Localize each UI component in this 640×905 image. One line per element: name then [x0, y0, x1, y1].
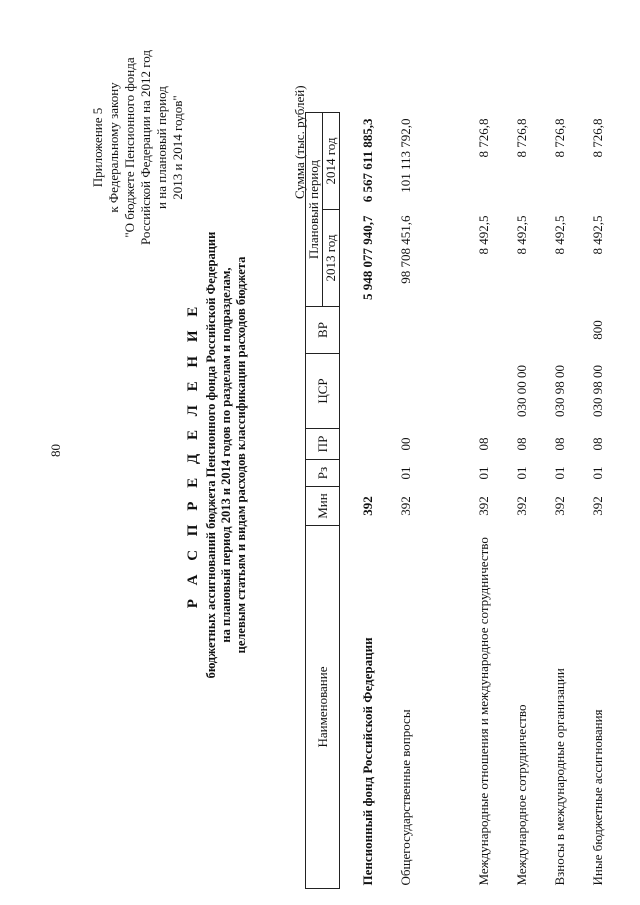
header-vr: ВР — [306, 307, 340, 354]
appendix-line: к Федеральному закону — [106, 82, 121, 213]
header-name: Наименование — [306, 526, 340, 889]
budget-table — [305, 112, 606, 889]
row-2014: 8 726,8 — [514, 118, 529, 158]
table-row — [376, 113, 414, 889]
row-2013: 8 492,5 — [514, 215, 529, 255]
row-2013: 8 492,5 — [552, 215, 567, 255]
table-row — [414, 113, 492, 889]
row-min: 392 — [514, 496, 529, 516]
appendix-note — [90, 30, 186, 265]
row-2014: 8 726,8 — [590, 118, 605, 158]
header-2014: 2014 год — [323, 113, 340, 210]
row-name: Международные отношения и международное сотрудничество — [476, 537, 491, 886]
header-rz: Рз — [306, 460, 340, 487]
row-pr: 08 — [514, 437, 529, 451]
row-name: Международное сотрудничество — [514, 704, 529, 886]
row-pr: 08 — [590, 437, 605, 451]
subtitle-line: на плановый период 2013 и 2014 годов по разделам и подразделам, — [219, 267, 233, 643]
row-vr: 800 — [590, 320, 605, 340]
appendix-line: Российской Федерации на 2012 год — [138, 50, 153, 245]
row-2013: 8 492,5 — [476, 215, 491, 255]
appendix-line: и на плановый период — [154, 86, 169, 209]
row-2014: 8 726,8 — [476, 118, 491, 158]
row-2014: 8 726,8 — [552, 118, 567, 158]
title-block — [185, 155, 249, 755]
document-title: Р А С П Р Е Д Е Л Е Н И Е — [185, 301, 201, 609]
row-2013: 5 948 077 940,7 — [360, 215, 375, 300]
subtitle-line: бюджетных ассигнований бюджета Пенсионного фонда Российской Федерации — [204, 231, 218, 679]
row-rz: 01 — [552, 466, 567, 480]
row-rz: 01 — [590, 466, 605, 480]
table-row — [568, 113, 606, 889]
row-vr — [530, 307, 568, 354]
row-vr — [414, 307, 492, 354]
row-rz: 01 — [398, 466, 413, 480]
row-csr: 030 98 00 — [590, 365, 605, 417]
header-pr: ПР — [306, 429, 340, 460]
row-name: Взносы в международные организации — [552, 668, 567, 886]
table-row — [530, 113, 568, 889]
row-pr — [340, 429, 377, 460]
row-2013: 8 492,5 — [590, 215, 605, 255]
subtitle-line: целевым статьям и видам расходов классификации расходов бюджета — [234, 256, 248, 654]
row-min: 392 — [590, 496, 605, 516]
row-2013: 98 708 451,6 — [398, 215, 413, 284]
row-name: Общегосударственные вопросы — [398, 709, 413, 886]
appendix-line: "О бюджете Пенсионного фонда — [122, 57, 137, 238]
row-2014: 6 567 611 885,3 — [360, 118, 375, 203]
header-period: Плановый период — [306, 113, 323, 307]
header-csr: ЦСР — [306, 354, 340, 429]
header-min: Мин — [306, 487, 340, 526]
row-pr: 00 — [398, 437, 413, 451]
header-2013: 2013 год — [323, 210, 340, 307]
row-2014: 101 113 792,0 — [398, 118, 413, 193]
row-vr — [492, 307, 530, 354]
row-pr: 08 — [476, 437, 491, 451]
row-min: 392 — [476, 496, 491, 516]
units-label: Сумма (тыс. рублей) — [292, 85, 307, 199]
row-min: 392 — [398, 496, 413, 516]
table-row — [340, 113, 377, 889]
row-rz — [340, 460, 377, 487]
row-csr: 030 98 00 — [552, 365, 567, 417]
appendix-line: Приложение 5 — [90, 107, 105, 188]
row-rz: 01 — [476, 466, 491, 480]
row-min: 392 — [552, 496, 567, 516]
row-vr — [340, 307, 377, 354]
row-csr — [340, 354, 377, 429]
row-csr — [414, 354, 492, 429]
row-name: Пенсионный фонд Российской Федерации — [360, 637, 375, 886]
page-number: 80 — [48, 444, 63, 457]
row-vr — [376, 307, 414, 354]
row-csr: 030 00 00 — [514, 365, 529, 417]
row-csr — [376, 354, 414, 429]
row-name: Иные бюджетные ассигнования — [590, 709, 605, 886]
row-rz: 01 — [514, 466, 529, 480]
row-pr: 08 — [552, 437, 567, 451]
table-row — [492, 113, 530, 889]
row-min: 392 — [360, 496, 375, 516]
appendix-line: 2013 и 2014 годов" — [170, 95, 185, 200]
